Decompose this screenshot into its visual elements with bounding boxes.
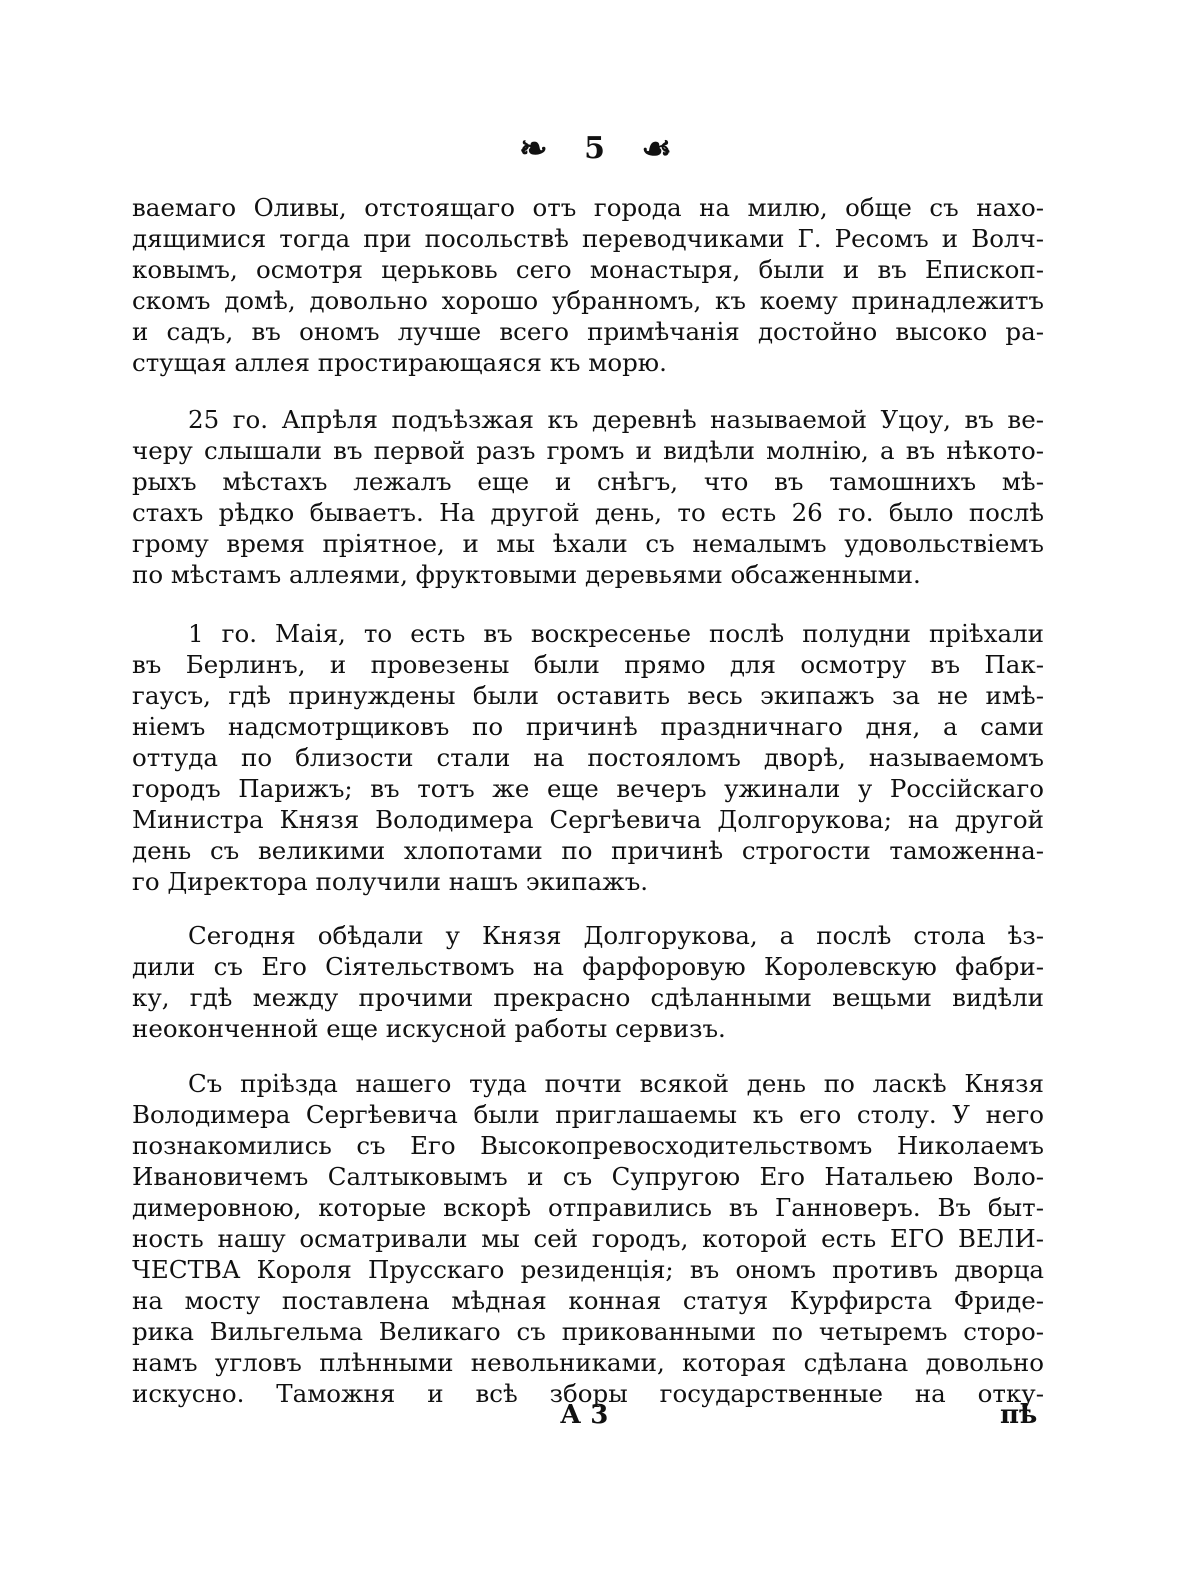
paragraph-5 [132,1068,1044,1409]
signature-mark: А 3 [560,1400,609,1430]
text-line: и садъ, въ ономъ лучше всего примѣчанія достойно высоко ра- [132,317,1044,346]
text-line: 1 го. Маія, то есть въ воскресенье послѣ полудни пріѣхали [188,619,1044,648]
text-line: ніемъ надсмотрщиковъ по причинѣ праздничнаго дня, а сами [132,712,1044,741]
text-line: стахъ рѣдко бываетъ. На другой день, то есть 26 го. было послѣ [132,498,1044,527]
text-line: ку, гдѣ между прочими прекрасно сдѣланными вещьми видѣли [132,983,1044,1012]
text-line: на мосту поставлена мѣдная конная статуя Курфирста Фриде- [132,1286,1044,1315]
paragraph-2 [132,404,1044,590]
text-line: Сегодня обѣдали у Князя Долгорукова, а послѣ стола ѣз- [188,921,1044,950]
page-footer [0,1400,1191,1440]
text-line: искусно. Таможня и всѣ зборы государственные на отку- [132,1379,1044,1408]
text-line: рыхъ мѣстахъ лежалъ еще и снѣгъ, что въ тамошнихъ мѣ- [132,467,1044,496]
text-line: познакомились съ Его Высокопревосходительствомъ Николаемъ [132,1131,1044,1160]
text-line: гаусъ, гдѣ принуждены были оставить весь экипажъ за не имѣ- [132,681,1044,710]
page-header [0,128,1191,169]
text-line: Ивановичемъ Салтыковымъ и съ Супругою Его Натальею Воло- [132,1162,1044,1191]
text-line: въ Берлинъ, и провезены были прямо для осмотру въ Пак- [132,650,1044,679]
text-line: Володимера Сергѣевича были приглашаемы къ его столу. У него [132,1100,1044,1129]
text-line: по мѣстамъ аллеями, фруктовыми деревьями обсаженными. [132,560,921,589]
paragraph-1 [132,192,1044,378]
text-line: ЧЕСТВА Короля Прусскаго резиденція; въ ономъ противъ дворца [132,1255,1044,1284]
right-ornament-icon: ☙ [641,129,672,169]
text-line: димеровною, которые вскорѣ отправились въ Ганноверъ. Въ быт- [132,1193,1044,1222]
text-line: черу слышали въ первой разъ громъ и видѣли молнію, а въ нѣкото- [132,436,1044,465]
text-line: скомъ домѣ, довольно хорошо убранномъ, къ коему принадлежитъ [132,286,1044,315]
text-line: стущая аллея простирающаяся къ морю. [132,348,667,377]
text-line: дили съ Его Сіятельствомъ на фарфоровую Королевскую фабри- [132,952,1044,981]
catchword: пѣ [1000,1400,1038,1430]
text-line: ковымъ, осмотря церьковь сего монастыря, были и въ Епископ- [132,255,1044,284]
text-line: Съ пріѣзда нашего туда почти всякой день по ласкѣ Князя [188,1069,1044,1098]
text-line: городъ Парижъ; въ тотъ же еще вечеръ ужинали у Россійскаго [132,774,1044,803]
text-line: ваемаго Оливы, отстоящаго отъ города на милю, обще съ нахо- [132,193,1044,222]
text-line: день съ великими хлопотами по причинѣ строгости таможенна- [132,836,1044,865]
text-line: го Директора получили нашъ экипажъ. [132,867,649,896]
text-line: дящимися тогда при посольствѣ переводчиками Г. Ресомъ и Волч- [132,224,1044,253]
paragraph-3 [132,618,1044,897]
text-line: ность нашу осматривали мы сей городъ, которой есть ЕГО ВЕЛИ- [132,1224,1044,1253]
left-ornament-icon: ❧ [519,129,548,169]
page-number: 5 [584,131,605,166]
text-line: оттуда по близости стали на постояломъ дворѣ, называемомъ [132,743,1044,772]
text-line: 25 го. Апрѣля подъѣзжая къ деревнѣ называемой Уцоу, въ ве- [188,405,1044,434]
text-line: неоконченной еще искусной работы сервизъ. [132,1014,726,1043]
text-line: грому время пріятное, и мы ѣхали съ немалымъ удовольствіемъ [132,529,1044,558]
text-line: Министра Князя Володимера Сергѣевича Долгорукова; на другой [132,805,1044,834]
paragraph-4 [132,920,1044,1044]
text-line: рика Вильгельма Великаго съ прикованными по четыремъ сторо- [132,1317,1044,1346]
text-line: намъ угловъ плѣнными невольниками, которая сдѣлана довольно [132,1348,1044,1377]
